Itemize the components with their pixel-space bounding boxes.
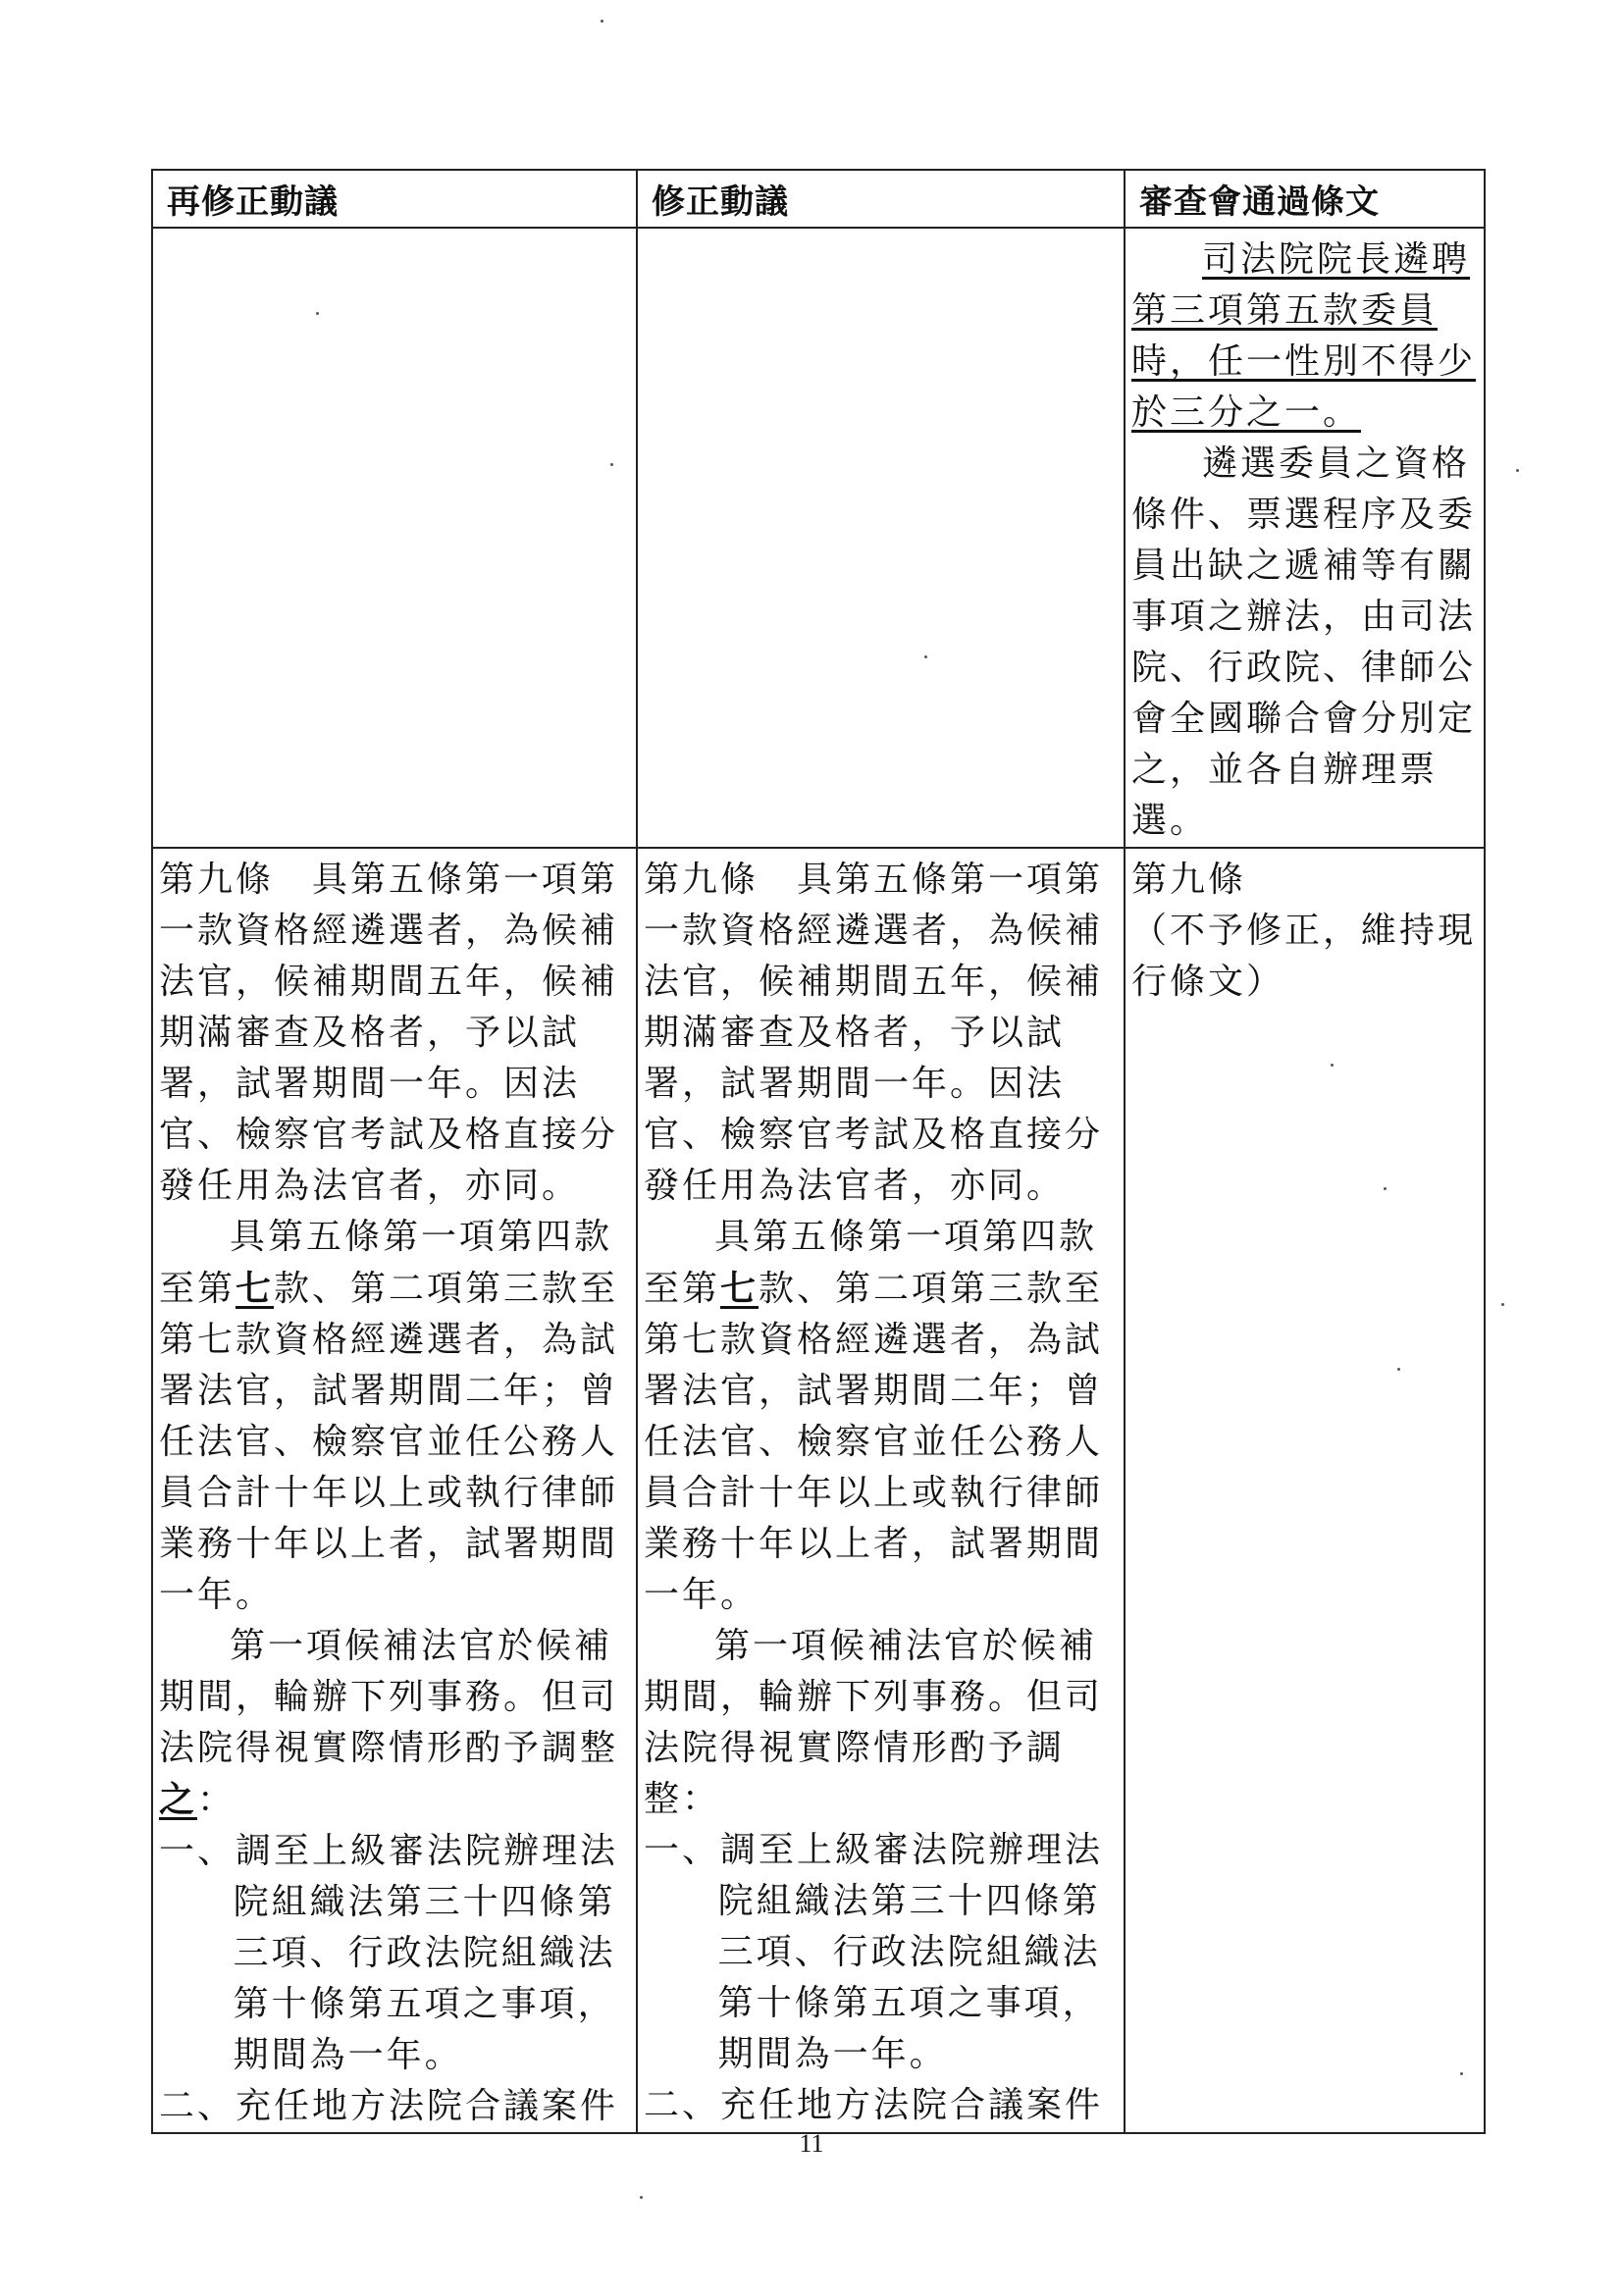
scan-speck bbox=[610, 463, 613, 466]
text-segment: ： bbox=[197, 1780, 236, 1820]
scan-speck bbox=[1397, 1368, 1400, 1371]
scan-speck bbox=[1331, 1064, 1334, 1067]
committee-article9-note: （不予修正，維持現行條文） bbox=[1131, 911, 1477, 1002]
amendment-item-1: 一、調至上級審法院辦理法院組織法第三十四條第三項、行政法院組織法第十條第五項之事項，期間為一年。 bbox=[644, 1830, 1104, 2074]
committee-gender-clause: 司法院院長遴聘第三項第五款委員時，任一性別不得少於三分之一。 bbox=[1131, 239, 1477, 433]
scan-speck bbox=[601, 20, 603, 23]
committee-selection-rules: 遴選委員之資格條件、票選程序及委員出缺之遞補等有關事項之辦法，由司法院、行政院、律師公會全國聯合會分別定之，並各自辦理票選。 bbox=[1131, 444, 1477, 841]
re-amendment-article9-p2 bbox=[159, 1212, 630, 1621]
text-segment: 具第五條第一項第四款至第 bbox=[644, 1217, 1098, 1309]
row2-col2-cell bbox=[637, 848, 1125, 2133]
re-amendment-item-1: 一、調至上級審法院辦理法院組織法第三十四條第三項、行政法院組織法第十條第五項之事項，期間為一年。 bbox=[159, 1831, 619, 2075]
amended-word: 之 bbox=[159, 1779, 198, 1820]
header-committee-text: 審查會通過條文 bbox=[1125, 170, 1485, 228]
text-segment: 款、第二項第三款至第七款資格經遴選者，為試署法官，試署期間二年；曾任法官、檢察官並任公務人員合計十年以上或執行律師業務十年以上者，試署期間一年。 bbox=[159, 1269, 619, 1615]
amendment-item-2: 二、充任地方法院合議案件 bbox=[644, 2085, 1104, 2125]
row1-col2-cell bbox=[637, 228, 1125, 848]
text-segment: 第一項候補法官於候補期間，輪辦下列事務。但司法院得視實際情形酌予調整 bbox=[159, 1626, 619, 1768]
re-amendment-article9-p1: 第九條 具第五條第一項第一款資格經遴選者，為候補法官，候補期間五年，候補期滿審查及格者，予以試署，試署期間一年。因法官、檢察官考試及格直接分發任用為法官者，亦同。 bbox=[159, 860, 619, 1206]
table-row bbox=[152, 228, 1485, 848]
table-row bbox=[152, 848, 1485, 2133]
comparison-table bbox=[151, 169, 1486, 2134]
amendment-article9-p2 bbox=[644, 1212, 1118, 1621]
text-segment: 款、第二項第三款至第七款資格經遴選者，為試署法官，試署期間二年；曾任法官、檢察官並任公務人員合計十年以上或執行律師業務十年以上者，試署期間一年。 bbox=[644, 1269, 1104, 1615]
re-amendment-item-2: 二、充任地方法院合議案件 bbox=[159, 2086, 619, 2126]
scan-speck bbox=[1516, 469, 1519, 472]
amended-word: 七 bbox=[720, 1268, 759, 1309]
row1-col1-cell bbox=[152, 228, 637, 848]
committee-article9-title: 第九條 bbox=[1131, 860, 1247, 900]
amendment-article9-p1: 第九條 具第五條第一項第一款資格經遴選者，為候補法官，候補期間五年，候補期滿審查及格者，予以試署，試署期間一年。因法官、檢察官考試及格直接分發任用為法官者，亦同。 bbox=[644, 860, 1104, 1206]
scan-speck bbox=[640, 2196, 643, 2199]
amendment-article9-p3: 第一項候補法官於候補期間，輪辦下列事務。但司法院得視實際情形酌予調整： bbox=[644, 1626, 1104, 1819]
scan-speck bbox=[1384, 1187, 1387, 1190]
page-number: 11 bbox=[799, 2129, 824, 2158]
re-amendment-article9-p3 bbox=[159, 1621, 630, 1826]
scan-speck bbox=[316, 312, 319, 315]
header-row bbox=[152, 170, 1485, 228]
scan-speck bbox=[1460, 2072, 1463, 2075]
row2-col3-cell bbox=[1125, 848, 1485, 2133]
header-amendment: 修正動議 bbox=[637, 170, 1125, 228]
header-re-amendment: 再修正動議 bbox=[152, 170, 637, 228]
scan-speck bbox=[1501, 1303, 1504, 1306]
text-segment: 具第五條第一項第四款至第 bbox=[159, 1217, 613, 1309]
row2-col1-cell bbox=[152, 848, 637, 2133]
amended-word: 七 bbox=[236, 1268, 275, 1309]
row1-col3-cell bbox=[1125, 228, 1485, 848]
scan-speck bbox=[924, 655, 927, 658]
